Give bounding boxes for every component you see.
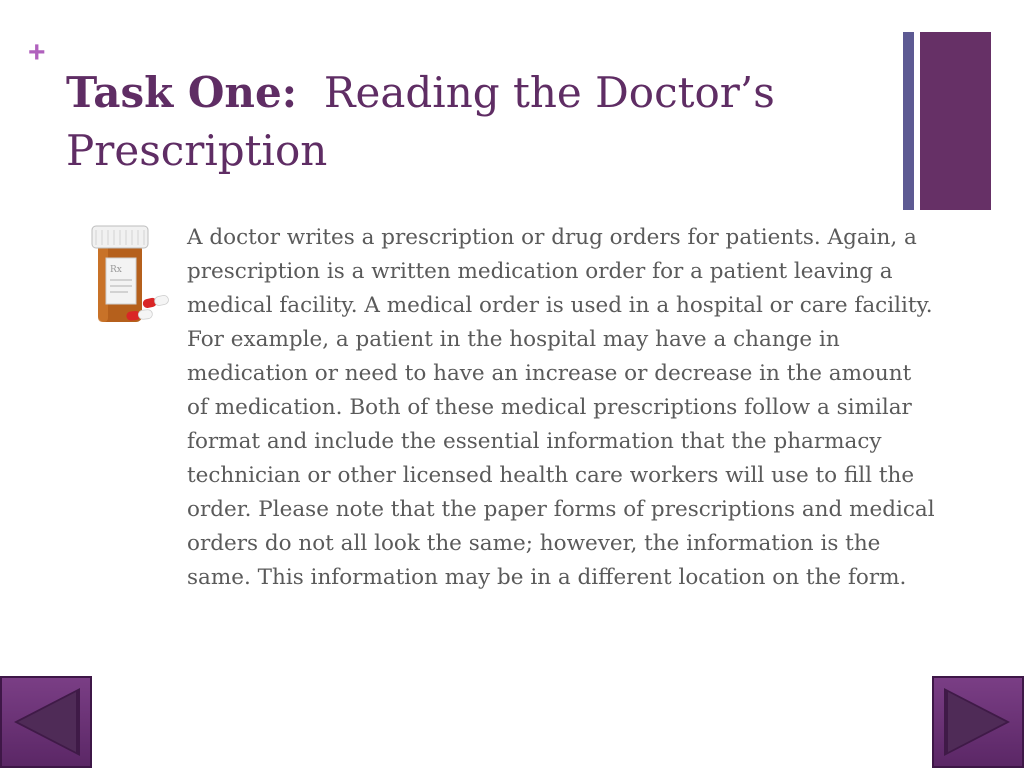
- rx-label: Rx: [110, 265, 122, 275]
- triangle-right-icon: [934, 678, 1022, 766]
- title-rest: Reading the Doctor’s Prescription: [66, 68, 775, 175]
- body-paragraph: A doctor writes a prescription or drug orders for patients. Again, a prescription is a written medication order for a patient leaving a medical facility. A medical order is used in a hospital or care facility. For example, a patient in the hospital may have a change in medication or need to have an increase or decrease in the amount of medication. Both of these medical prescriptions follow a similar format and include the essential information that the pharmacy technician or other licensed health care workers will use to fill the order. Please note that the paper forms of prescriptions and medical orders do not all look the same; however, the information is the same. This information may be in a different location on the form.: [187, 225, 935, 590]
- accent-bar-thin: [903, 32, 914, 210]
- triangle-left-icon: [2, 678, 90, 766]
- slide-title: [66, 64, 866, 180]
- previous-slide-button[interactable]: [0, 676, 92, 768]
- plus-icon: +: [28, 36, 46, 69]
- title-bold: Task One:: [66, 68, 298, 117]
- next-slide-button[interactable]: [932, 676, 1024, 768]
- pill-bottle-icon: [84, 218, 176, 328]
- accent-bar-thick: [920, 32, 991, 210]
